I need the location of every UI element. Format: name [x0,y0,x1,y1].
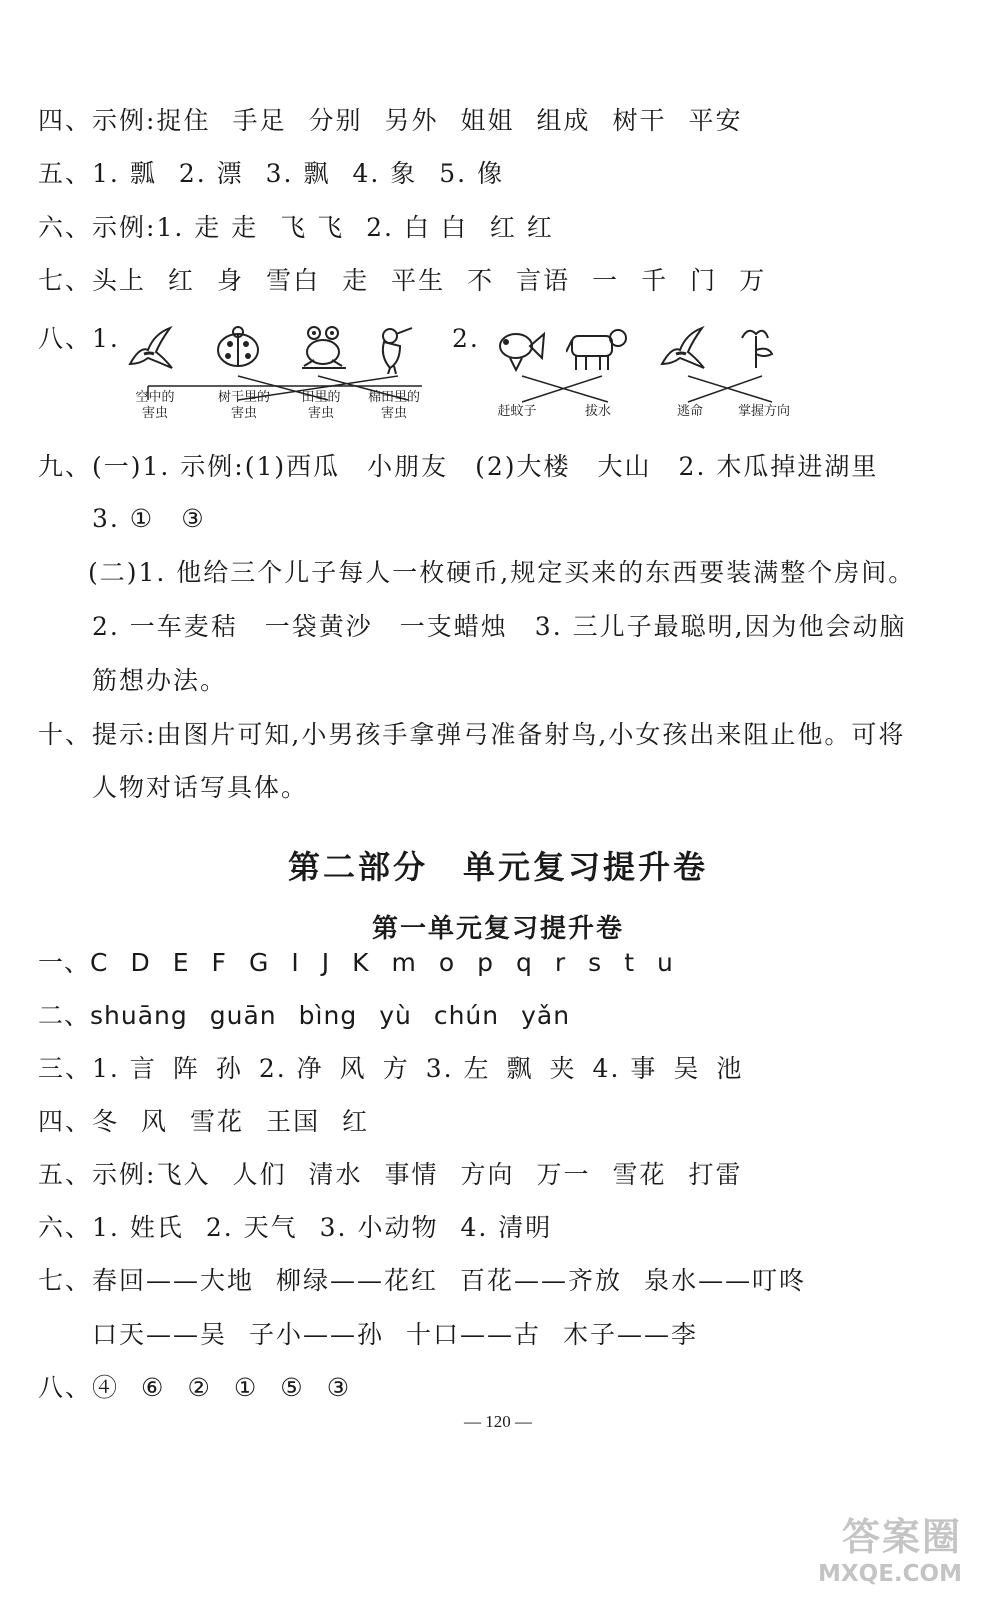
answer-q9-line2: 3. ① ③ [92,504,206,533]
answer-q7-prev: 七、头上 红 身 雪白 走 平生 不 言语 一 千 门 万 [38,266,767,295]
answer-q9-line3: (二)1. 他给三个儿子每人一枚硬币,规定买来的东西要装满整个房间。 [88,558,916,587]
label-chase-mosquitoes: 赶蚊子 [497,404,537,419]
label-field-pests: 田里的 害虫 [301,390,341,422]
match-lines-2 [508,372,798,404]
answer-q5-prev: 五、1. 瓢 2. 漂 3. 飘 4. 象 5. 像 [38,159,505,188]
u1-answer-q3: 三、1. 言 阵 孙 2. 净 风 方 3. 左 飘 夹 4. 事 吴 池 [38,1054,744,1083]
answer-q10-line1: 十、提示:由图片可知,小男孩手拿弹弓准备射鸟,小女孩出来阻止他。可将 [38,720,906,749]
answer-q8-prev-part2: 2. [452,324,480,353]
cow-icon [566,324,630,372]
watermark-logo: 答案圈 MXQE.COM [818,1515,962,1587]
swallow-icon-2 [658,324,708,374]
label-cotton-pests: 棉田里的 害虫 [367,390,420,422]
answer-q9-line1: 九、(一)1. 示例:(1)西瓜 小朋友 (2)大楼 大山 2. 木瓜掉进湖里 [38,452,879,481]
u1-answer-q2: 二、shuāng guān bìng yù chún yǎn [38,1001,571,1030]
frog-icon [298,324,348,370]
answer-q10-line2: 人物对话写具体。 [92,773,309,802]
section-title: 第二部分 单元复习提升卷 [287,848,708,886]
answer-q4-prev: 四、示例:捉住 手足 分别 另外 姐姐 组成 树干 平安 [38,106,743,135]
u1-answer-q8: 八、④ ⑥ ② ① ⑤ ③ [38,1373,352,1402]
u1-answer-q1: 一、C D E F G I J K m o p q r s t u [38,948,674,977]
answer-q6-prev: 六、示例:1. 走 走 飞 飞 2. 白 白 红 红 [38,213,554,242]
flower-icon [734,324,778,370]
u1-answer-q6: 六、1. 姓氏 2. 天气 3. 小动物 4. 清明 [38,1213,553,1242]
swallow-icon [126,324,176,374]
u1-answer-q5: 五、示例:飞入 人们 清水 事情 方向 万一 雪花 打雷 [38,1160,743,1189]
goldfish-icon [490,324,546,372]
label-sky-pests: 空中的 害虫 [135,390,175,422]
answer-q9-line5: 筋想办法。 [92,666,228,695]
label-pull-water: 拔水 [584,404,611,419]
label-trunk-pests: 树干里的 害虫 [217,390,270,422]
u1-answer-q7-line1: 七、春回——大地 柳绿——花红 百花——齐放 泉水——叮咚 [38,1266,807,1295]
u1-answer-q7-line2: 口天——吴 子小——孙 十口——古 木子——李 [92,1320,699,1349]
label-escape: 逃命 [676,404,703,419]
unit-title: 第一单元复习提升卷 [371,914,624,944]
matching-pictures [38,324,958,444]
ladybug-icon [210,324,266,370]
answer-q9-line4: 2. 一车麦秸 一袋黄沙 一支蜡烛 3. 三儿子最聪明,因为他会动脑 [92,612,907,641]
woodpecker-icon [372,324,416,374]
u1-answer-q4: 四、冬 风 雪花 王国 红 [38,1107,370,1136]
label-steer: 掌握方向 [737,404,790,419]
answer-q8-prev-label: 八、1. [38,324,120,353]
page-number: — 120 — [464,1412,532,1431]
